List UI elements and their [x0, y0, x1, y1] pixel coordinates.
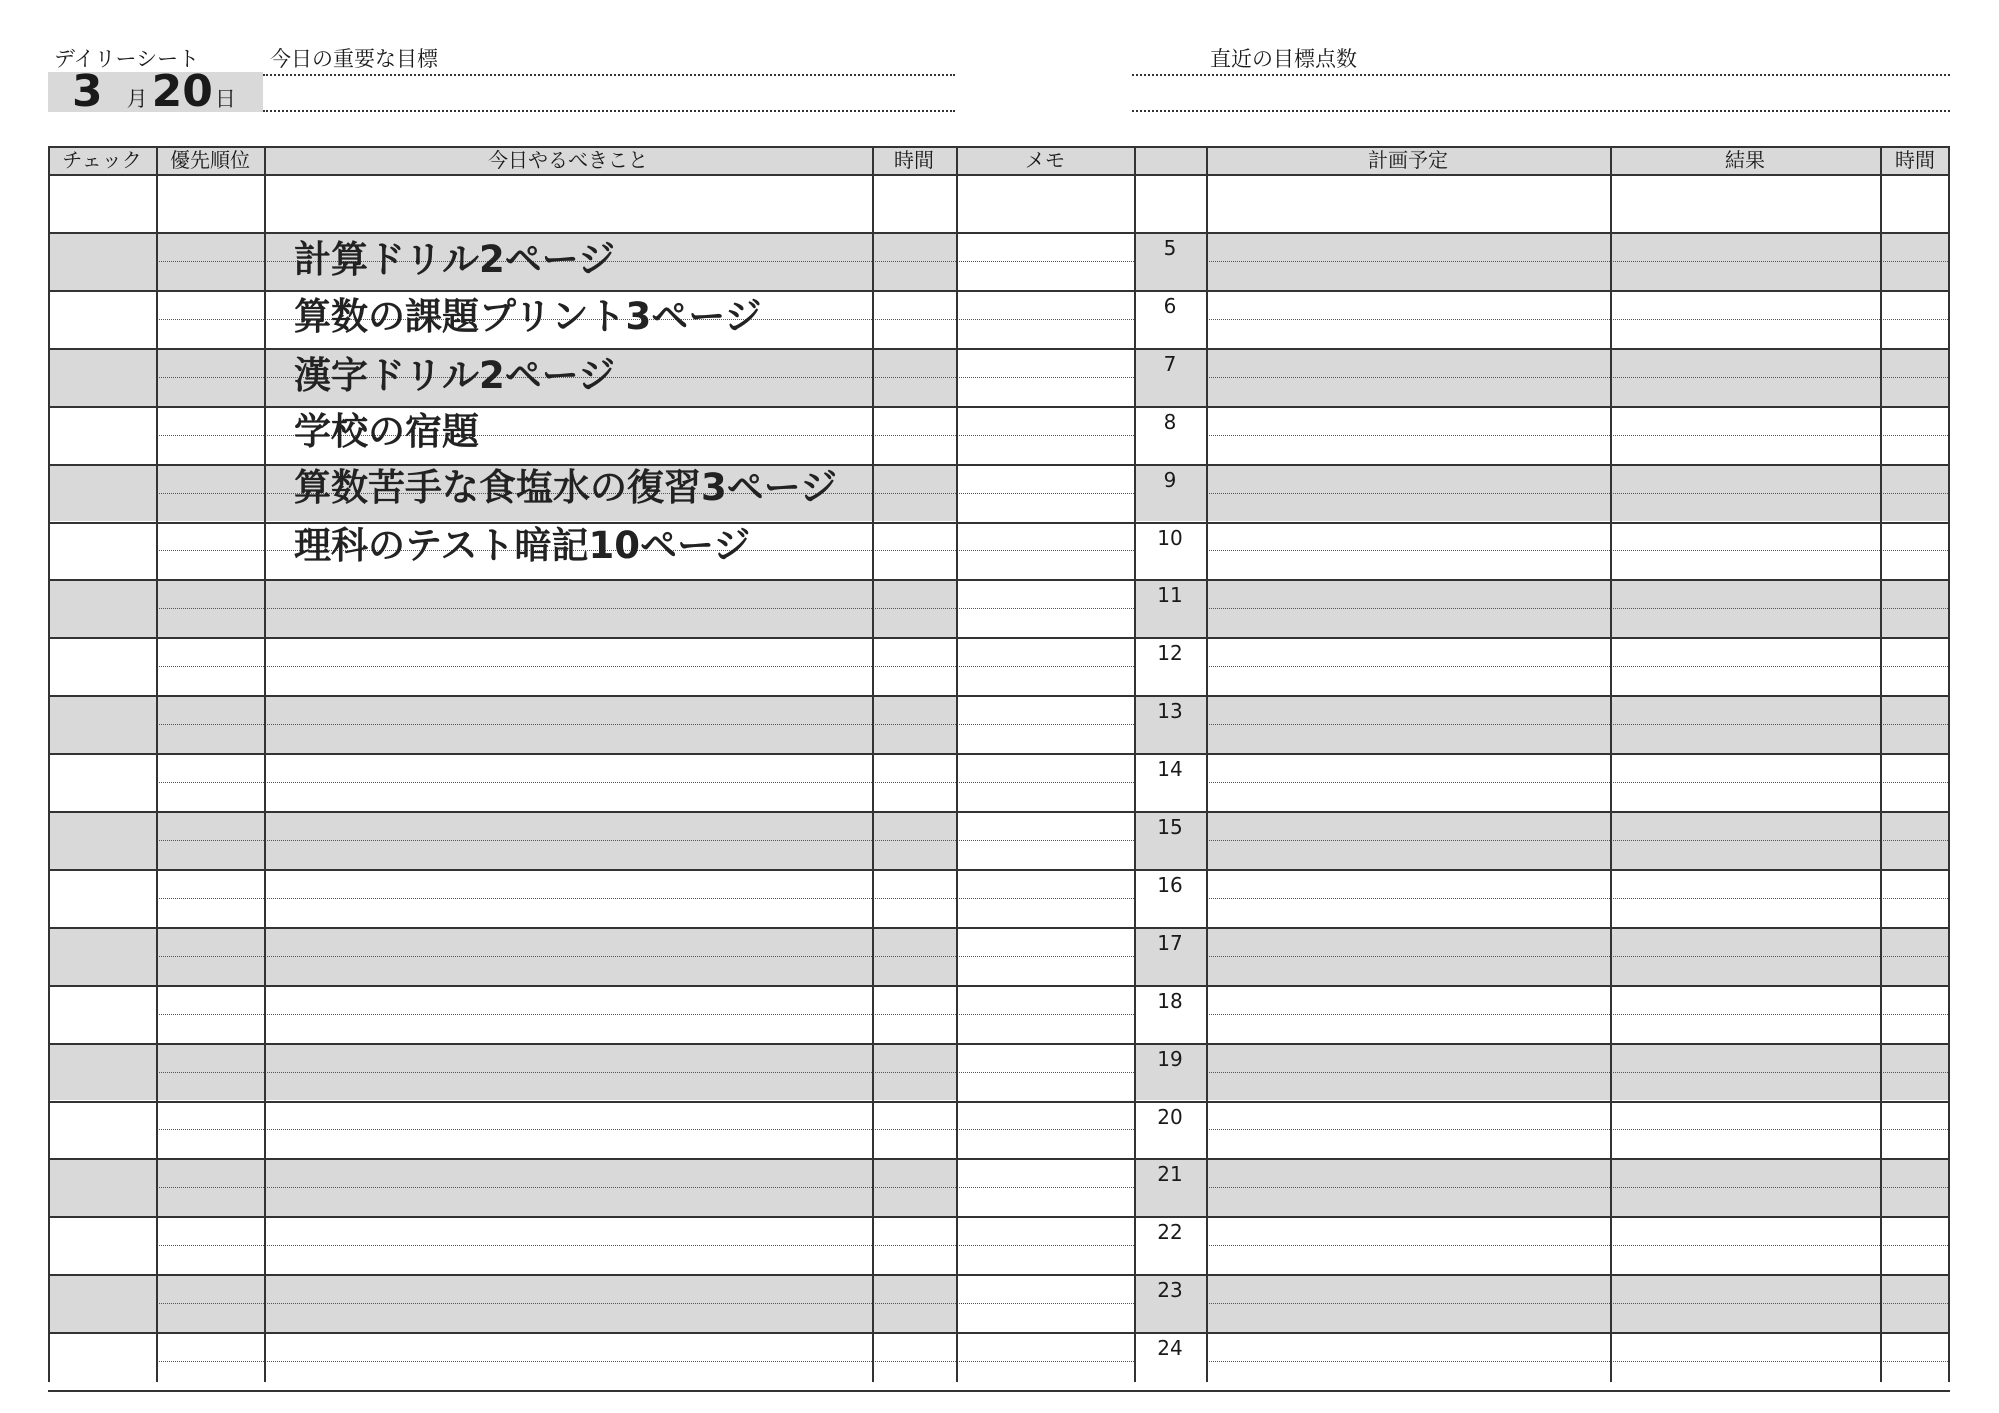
half-row-divider — [156, 1245, 264, 1246]
row-divider — [48, 406, 1950, 408]
goal-label: 今日の重要な目標 — [270, 47, 438, 71]
half-row-divider — [1880, 1303, 1950, 1304]
row-divider — [48, 579, 1950, 581]
half-row-divider — [956, 261, 1134, 262]
half-row-divider — [1610, 1303, 1880, 1304]
hour-label: 9 — [1163, 467, 1177, 492]
half-row-divider — [156, 898, 264, 899]
half-row-divider — [1610, 724, 1880, 725]
half-row-divider — [156, 956, 264, 957]
half-row-divider — [1206, 1014, 1610, 1015]
half-row-divider — [1610, 666, 1880, 667]
hour-label: 22 — [1157, 1220, 1183, 1245]
half-row-divider — [1610, 1245, 1880, 1246]
half-row-divider — [956, 666, 1134, 667]
date-day[interactable]: 20 — [151, 66, 213, 117]
hour-label: 13 — [1157, 699, 1183, 724]
half-row-divider — [872, 724, 956, 725]
half-row-divider — [264, 1129, 872, 1130]
half-row-divider — [872, 1187, 956, 1188]
half-row-divider — [1880, 608, 1950, 609]
sheet-title: デイリーシート — [54, 47, 200, 71]
half-row-divider — [1206, 435, 1610, 436]
half-row-divider — [1880, 666, 1950, 667]
row-divider — [48, 1101, 1950, 1103]
hour-label: 17 — [1157, 930, 1183, 955]
col-header-check: チェック — [62, 148, 142, 172]
half-row-divider — [1206, 1361, 1610, 1362]
col-header-result: 結果 — [1725, 148, 1765, 172]
half-row-divider — [956, 1014, 1134, 1015]
half-row-divider — [956, 782, 1134, 783]
half-row-divider — [872, 319, 956, 320]
half-row-divider — [1880, 377, 1950, 378]
half-row-divider — [956, 1303, 1134, 1304]
half-row-divider — [156, 840, 264, 841]
half-row-divider — [872, 1072, 956, 1073]
half-row-divider — [1206, 608, 1610, 609]
column-divider — [956, 146, 958, 1382]
row-divider — [48, 1274, 1950, 1276]
row-divider — [48, 348, 1950, 350]
half-row-divider — [872, 666, 956, 667]
half-row-divider — [1880, 319, 1950, 320]
half-row-divider — [1880, 898, 1950, 899]
row-divider — [48, 811, 1950, 813]
hour-label: 20 — [1157, 1104, 1183, 1129]
date-month-unit: 月 — [126, 87, 148, 111]
score-line-2[interactable] — [1132, 110, 1950, 112]
half-row-divider — [956, 956, 1134, 957]
half-row-divider — [872, 956, 956, 957]
half-row-divider — [872, 550, 956, 551]
half-row-divider — [156, 261, 264, 262]
half-row-divider — [956, 840, 1134, 841]
date-day-unit: 日 — [214, 87, 236, 111]
goal-line-2[interactable] — [263, 110, 955, 112]
task-item[interactable]: 算数苦手な食塩水の復習3ページ — [294, 466, 838, 509]
half-row-divider — [1206, 1187, 1610, 1188]
half-row-divider — [264, 956, 872, 957]
half-row-divider — [956, 1361, 1134, 1362]
half-row-divider — [1206, 550, 1610, 551]
half-row-divider — [1206, 319, 1610, 320]
col-header-time: 時間 — [894, 148, 934, 172]
col-header-priority: 優先順位 — [170, 148, 250, 172]
half-row-divider — [956, 1129, 1134, 1130]
column-divider — [872, 146, 874, 1382]
half-row-divider — [1880, 435, 1950, 436]
half-row-divider — [156, 782, 264, 783]
half-row-divider — [1880, 1245, 1950, 1246]
column-divider — [48, 146, 50, 1382]
task-item[interactable]: 学校の宿題 — [294, 410, 479, 453]
half-row-divider — [1610, 1072, 1880, 1073]
half-row-divider — [264, 898, 872, 899]
half-row-divider — [956, 1072, 1134, 1073]
half-row-divider — [1610, 840, 1880, 841]
half-row-divider — [1206, 840, 1610, 841]
row-divider — [48, 695, 1950, 697]
half-row-divider — [872, 1361, 956, 1362]
half-row-divider — [872, 1245, 956, 1246]
half-row-divider — [1880, 550, 1950, 551]
score-line-1[interactable] — [1132, 74, 1950, 76]
half-row-divider — [264, 1187, 872, 1188]
half-row-divider — [872, 782, 956, 783]
half-row-divider — [872, 1129, 956, 1130]
row-divider — [48, 869, 1950, 871]
hour-label: 7 — [1163, 351, 1177, 376]
date-month[interactable]: 3 — [72, 66, 103, 117]
half-row-divider — [1610, 782, 1880, 783]
hour-label: 23 — [1157, 1278, 1183, 1303]
half-row-divider — [156, 1129, 264, 1130]
hour-label: 18 — [1157, 988, 1183, 1013]
half-row-divider — [1880, 1361, 1950, 1362]
half-row-divider — [1206, 1245, 1610, 1246]
half-row-divider — [956, 435, 1134, 436]
hour-label: 12 — [1157, 641, 1183, 666]
task-item[interactable]: 理科のテスト暗記10ページ — [294, 524, 751, 567]
half-row-divider — [1206, 1129, 1610, 1130]
half-row-divider — [872, 840, 956, 841]
half-row-divider — [156, 666, 264, 667]
row-divider — [48, 1216, 1950, 1218]
half-row-divider — [1206, 782, 1610, 783]
hour-label: 24 — [1157, 1336, 1183, 1361]
half-row-divider — [872, 1014, 956, 1015]
half-row-divider — [1206, 666, 1610, 667]
half-row-divider — [1610, 1129, 1880, 1130]
half-row-divider — [1206, 377, 1610, 378]
half-row-divider — [156, 435, 264, 436]
half-row-divider — [264, 840, 872, 841]
half-row-divider — [872, 377, 956, 378]
half-row-divider — [264, 1014, 872, 1015]
hour-label: 15 — [1157, 815, 1183, 839]
goal-line-1[interactable] — [263, 74, 955, 76]
half-row-divider — [1610, 1361, 1880, 1362]
hour-label: 21 — [1157, 1162, 1183, 1187]
row-divider — [48, 232, 1950, 234]
column-divider — [156, 146, 158, 1382]
half-row-divider — [1880, 1014, 1950, 1015]
col-header-todo: 今日やるべきこと — [488, 148, 648, 172]
row-divider — [48, 1158, 1950, 1160]
half-row-divider — [1206, 724, 1610, 725]
half-row-divider — [956, 550, 1134, 551]
half-row-divider — [1610, 550, 1880, 551]
hour-label: 8 — [1163, 409, 1177, 434]
half-row-divider — [264, 666, 872, 667]
half-row-divider — [1206, 1303, 1610, 1304]
half-row-divider — [156, 377, 264, 378]
half-row-divider — [1610, 493, 1880, 494]
column-divider — [1206, 146, 1208, 1382]
hour-label: 19 — [1157, 1046, 1183, 1071]
half-row-divider — [1880, 261, 1950, 262]
row-divider — [48, 927, 1950, 929]
row-divider — [48, 637, 1950, 639]
half-row-divider — [156, 550, 264, 551]
row-divider — [48, 174, 1950, 176]
score-label: 直近の目標点数 — [1210, 47, 1357, 71]
row-divider — [48, 753, 1950, 755]
column-divider — [1948, 146, 1950, 1382]
half-row-divider — [156, 1014, 264, 1015]
half-row-divider — [1610, 1187, 1880, 1188]
half-row-divider — [156, 1361, 264, 1362]
half-row-divider — [1206, 898, 1610, 899]
row-divider — [48, 290, 1950, 292]
column-divider — [1880, 146, 1882, 1382]
half-row-divider — [956, 608, 1134, 609]
half-row-divider — [1610, 898, 1880, 899]
half-row-divider — [1610, 1014, 1880, 1015]
half-row-divider — [156, 1303, 264, 1304]
hour-label: 14 — [1157, 757, 1183, 782]
col-header-hour — [1134, 146, 1206, 174]
half-row-divider — [1206, 956, 1610, 957]
half-row-divider — [1880, 724, 1950, 725]
half-row-divider — [1610, 956, 1880, 957]
column-divider — [1610, 146, 1612, 1382]
half-row-divider — [156, 1072, 264, 1073]
half-row-divider — [956, 724, 1134, 725]
half-row-divider — [956, 898, 1134, 899]
task-item[interactable]: 計算ドリル2ページ — [294, 238, 616, 281]
half-row-divider — [872, 493, 956, 494]
half-row-divider — [1206, 493, 1610, 494]
half-row-divider — [264, 1245, 872, 1246]
half-row-divider — [156, 1187, 264, 1188]
hour-label: 10 — [1157, 525, 1183, 550]
half-row-divider — [956, 377, 1134, 378]
half-row-divider — [264, 608, 872, 609]
half-row-divider — [1206, 261, 1610, 262]
half-row-divider — [156, 493, 264, 494]
half-row-divider — [956, 1187, 1134, 1188]
half-row-divider — [1880, 840, 1950, 841]
half-row-divider — [1880, 1187, 1950, 1188]
hour-label: 5 — [1163, 236, 1177, 260]
col-header-memo: メモ — [1025, 148, 1065, 172]
half-row-divider — [1610, 377, 1880, 378]
task-item[interactable]: 漢字ドリル2ページ — [294, 354, 616, 397]
half-row-divider — [1880, 1129, 1950, 1130]
col-header-plan: 計画予定 — [1368, 148, 1448, 172]
task-item[interactable]: 算数の課題プリント3ページ — [294, 295, 762, 338]
hour-label: 16 — [1157, 872, 1183, 897]
column-divider — [264, 146, 266, 1382]
hour-label: 6 — [1163, 293, 1177, 318]
half-row-divider — [1880, 1072, 1950, 1073]
half-row-divider — [156, 724, 264, 725]
half-row-divider — [872, 608, 956, 609]
half-row-divider — [1610, 608, 1880, 609]
half-row-divider — [956, 319, 1134, 320]
half-row-divider — [872, 1303, 956, 1304]
half-row-divider — [264, 1361, 872, 1362]
half-row-divider — [1610, 435, 1880, 436]
daily-sheet-table — [48, 146, 1950, 1382]
half-row-divider — [1880, 493, 1950, 494]
half-row-divider — [1610, 319, 1880, 320]
row-divider — [48, 1332, 1950, 1334]
half-row-divider — [264, 1303, 872, 1304]
row-divider — [48, 985, 1950, 987]
half-row-divider — [156, 319, 264, 320]
half-row-divider — [1610, 261, 1880, 262]
half-row-divider — [1880, 956, 1950, 957]
half-row-divider — [264, 724, 872, 725]
half-row-divider — [1880, 782, 1950, 783]
half-row-divider — [156, 608, 264, 609]
half-row-divider — [1206, 1072, 1610, 1073]
col-header-time2: 時間 — [1895, 148, 1935, 172]
half-row-divider — [264, 782, 872, 783]
half-row-divider — [956, 493, 1134, 494]
half-row-divider — [956, 1245, 1134, 1246]
half-row-divider — [872, 435, 956, 436]
row-divider — [48, 1390, 1950, 1392]
half-row-divider — [872, 261, 956, 262]
half-row-divider — [264, 1072, 872, 1073]
hour-label: 11 — [1157, 583, 1183, 608]
date-box — [48, 66, 263, 117]
half-row-divider — [872, 898, 956, 899]
row-divider — [48, 1043, 1950, 1045]
